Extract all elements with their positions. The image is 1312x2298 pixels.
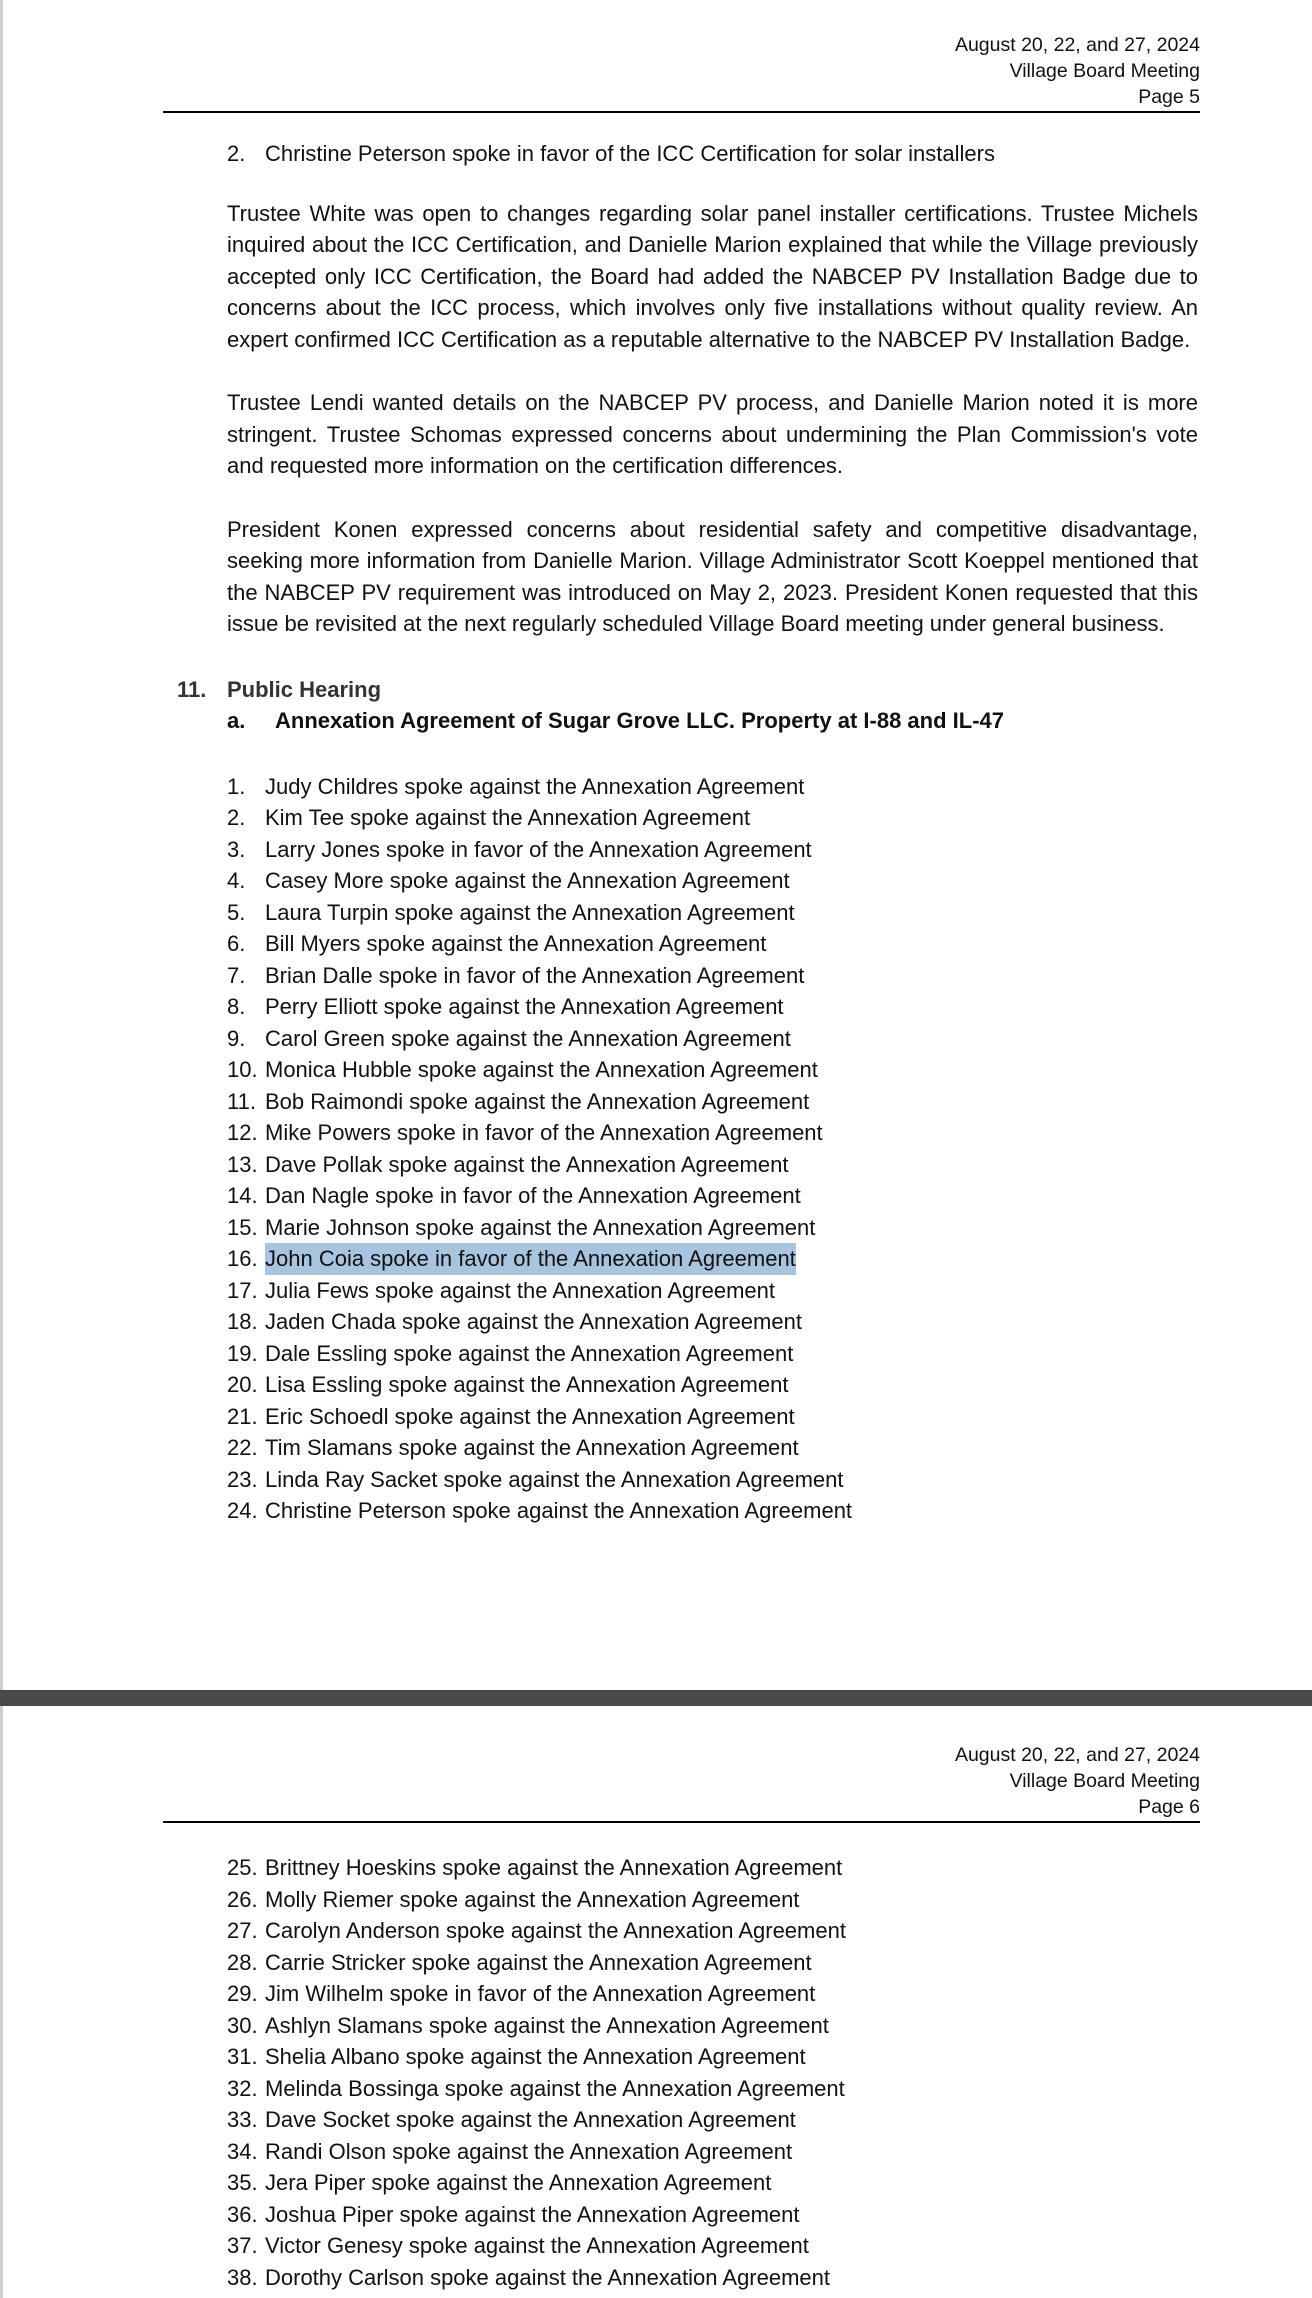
subsection-heading	[227, 705, 1312, 737]
list-item-text[interactable]: John Coia spoke in favor of the Annexation Agreement	[265, 1243, 796, 1275]
speaker-list-item[interactable]	[227, 1212, 1312, 1244]
speaker-list-item[interactable]	[227, 1495, 1312, 1527]
list-item-text[interactable]: Carol Green spoke against the Annexation Agreement	[265, 1025, 791, 1051]
speaker-list-item[interactable]	[227, 1275, 1312, 1307]
speaker-list-item[interactable]	[227, 1306, 1312, 1338]
list-item-number: 3.	[227, 836, 246, 862]
list-item-number: 4.	[227, 868, 246, 893]
paragraph[interactable]: Trustee Lendi wanted details on the NABCEP PV process, and Danielle Marion noted it is more stringent. Trustee Schomas expressed concerns about undermining the Plan Commission's vote and requested more information on the certification differences.	[227, 390, 1198, 478]
list-item-text[interactable]: Linda Ray Sacket spoke against the Annexation Agreement	[265, 1466, 844, 1492]
list-item-number: 20.	[227, 1372, 258, 1397]
list-item-number: 36.	[227, 2201, 258, 2227]
list-item-number: 26.	[227, 1886, 258, 1912]
document-page-6	[0, 1706, 1312, 2298]
list-item-text[interactable]: Molly Riemer spoke against the Annexation Agreement	[265, 1886, 800, 1912]
speaker-list-item[interactable]	[227, 2167, 1312, 2199]
list-item-text[interactable]: Jera Piper spoke against the Annexation Agreement	[265, 2170, 772, 2195]
speaker-list-item[interactable]	[227, 834, 1312, 866]
speaker-list-item[interactable]	[227, 1947, 1312, 1979]
speaker-list	[3, 771, 1312, 1527]
speaker-list-item[interactable]	[227, 1432, 1312, 1464]
subsection-title: Annexation Agreement of Sugar Grove LLC. Property at I-88 and IL-47	[275, 708, 1004, 733]
list-item-text[interactable]: Larry Jones spoke in favor of the Annexation Agreement	[265, 836, 812, 862]
paragraph[interactable]: President Konen expressed concerns about residential safety and competitive disadvantage, seeking more information from Danielle Marion. Village Administrator Scott Koeppel mentioned that the NABCEP PV requirement was introduced on May 2, 2023. President Konen requested that this issue be revisited at the next regularly scheduled Village Board meeting under general business.	[227, 516, 1198, 636]
list-item-text[interactable]: Laura Turpin spoke against the Annexation Agreement	[265, 899, 795, 925]
speaker-list-item[interactable]	[227, 960, 1312, 992]
speaker-list-item[interactable]	[227, 1243, 1312, 1275]
list-item-text[interactable]: Lisa Essling spoke against the Annexation Agreement	[265, 1372, 789, 1397]
list-item-number: 15.	[227, 1214, 258, 1240]
list-item-text[interactable]: Tim Slamans spoke against the Annexation Agreement	[265, 1435, 799, 1460]
speaker-list-item[interactable]	[227, 1023, 1312, 1055]
speaker-list-item[interactable]	[227, 1054, 1312, 1086]
list-item-text[interactable]: Jim Wilhelm spoke in favor of the Annexation Agreement	[265, 1981, 816, 2006]
list-item-number: 18.	[227, 1309, 258, 1334]
speaker-list-item[interactable]	[227, 1401, 1312, 1433]
list-item-number: 19.	[227, 1340, 258, 1366]
speaker-list-item[interactable]	[227, 2230, 1312, 2262]
page-header	[163, 1742, 1200, 1823]
header-page-number: Page 6	[1138, 1796, 1200, 1818]
list-item-number: 27.	[227, 1918, 258, 1943]
speaker-list-item[interactable]	[227, 1117, 1312, 1149]
list-item-number: 33.	[227, 2107, 258, 2132]
speaker-list-item[interactable]	[227, 1149, 1312, 1181]
list-item-number: 9.	[227, 1025, 246, 1051]
speaker-list-item[interactable]	[227, 2073, 1312, 2105]
list-item-text[interactable]: Mike Powers spoke in favor of the Annexation Agreement	[265, 1120, 823, 1145]
list-item-text[interactable]: Julia Fews spoke against the Annexation Agreement	[265, 1277, 775, 1303]
list-item-number: 21.	[227, 1403, 258, 1429]
speaker-list-item[interactable]	[227, 2136, 1312, 2168]
speaker-list-item[interactable]	[227, 2262, 1312, 2294]
speaker-list-item[interactable]	[227, 928, 1312, 960]
speaker-list	[3, 1852, 1312, 2293]
list-item-number: 23.	[227, 1466, 258, 1492]
subsection-letter: a.	[227, 708, 246, 733]
list-item-number: 22.	[227, 1435, 258, 1460]
list-item-text[interactable]: Bill Myers spoke against the Annexation Agreement	[265, 931, 767, 956]
list-item-number: 16.	[227, 1246, 258, 1271]
header-page-number: Page 5	[1138, 86, 1200, 108]
list-item-text[interactable]: Dave Socket spoke against the Annexation Agreement	[265, 2107, 796, 2132]
speaker-list-item[interactable]	[227, 1369, 1312, 1401]
list-item-text[interactable]: Carolyn Anderson spoke against the Annexation Agreement	[265, 1918, 846, 1943]
list-item-number: 11.	[227, 1088, 256, 1114]
list-item-number: 6.	[227, 931, 246, 956]
list-item-text[interactable]: Randi Olson spoke against the Annexation Agreement	[265, 2138, 793, 2164]
speaker-list-item[interactable]	[227, 991, 1312, 1023]
list-item-text[interactable]: Brian Dalle spoke in favor of the Annexation Agreement	[265, 962, 805, 988]
list-item-number: 32.	[227, 2075, 258, 2101]
speaker-list-item[interactable]	[227, 1884, 1312, 1916]
list-item[interactable]	[227, 138, 1312, 170]
list-item-text[interactable]: Eric Schoedl spoke against the Annexation Agreement	[265, 1403, 795, 1429]
list-item-text[interactable]: Christine Peterson spoke in favor of the ICC Certification for solar installers	[265, 141, 995, 166]
list-item-number: 29.	[227, 1981, 258, 2006]
list-item-text[interactable]: Dale Essling spoke against the Annexation Agreement	[265, 1340, 794, 1366]
speaker-list-item[interactable]	[227, 2104, 1312, 2136]
list-item-number: 8.	[227, 994, 246, 1019]
list-item-text[interactable]: Christine Peterson spoke against the Annexation Agreement	[265, 1498, 853, 1523]
speaker-list-item[interactable]	[227, 2010, 1312, 2042]
list-item-number: 10.	[227, 1057, 258, 1082]
speaker-list-item[interactable]	[227, 1086, 1312, 1118]
list-item-text[interactable]: Joshua Piper spoke against the Annexation Agreement	[265, 2201, 800, 2227]
section-title: Public Hearing	[227, 676, 382, 702]
header-dates: August 20, 22, and 27, 2024	[954, 1744, 1200, 1766]
page-content	[3, 138, 1312, 1527]
speaker-list-item[interactable]	[227, 2199, 1312, 2231]
list-item-text[interactable]: Marie Johnson spoke against the Annexation Agreement	[265, 1214, 816, 1240]
list-item-text[interactable]: Dan Nagle spoke in favor of the Annexation Agreement	[265, 1183, 801, 1208]
speaker-list-item[interactable]	[227, 1978, 1312, 2010]
section-heading	[177, 674, 1312, 706]
list-item-text[interactable]: Kim Tee spoke against the Annexation Agreement	[265, 805, 751, 830]
speaker-list-item[interactable]	[227, 771, 1312, 803]
header-dates: August 20, 22, and 27, 2024	[954, 34, 1200, 56]
speaker-list-item[interactable]	[227, 1338, 1312, 1370]
speaker-list-item[interactable]	[227, 1915, 1312, 1947]
list-item-number: 17.	[227, 1277, 258, 1303]
list-item-text[interactable]: Casey More spoke against the Annexation Agreement	[265, 868, 790, 893]
list-item-number: 35.	[227, 2170, 258, 2195]
speaker-list-item[interactable]	[227, 1852, 1312, 1884]
list-item-text[interactable]: Victor Genesy spoke against the Annexation Agreement	[265, 2233, 809, 2258]
list-item-text[interactable]: Melinda Bossinga spoke against the Annexation Agreement	[265, 2075, 845, 2101]
speaker-list-item[interactable]	[227, 802, 1312, 834]
list-item-number: 5.	[227, 899, 246, 925]
list-item-text[interactable]: Jaden Chada spoke against the Annexation Agreement	[265, 1309, 802, 1334]
list-item-text[interactable]: Dave Pollak spoke against the Annexation Agreement	[265, 1151, 789, 1177]
list-item-text[interactable]: Brittney Hoeskins spoke against the Annexation Agreement	[265, 1855, 843, 1880]
page-content	[3, 1852, 1312, 2293]
header-meeting: Village Board Meeting	[1009, 60, 1200, 82]
header-meeting: Village Board Meeting	[1009, 1770, 1200, 1792]
list-item-number: 28.	[227, 1949, 258, 1975]
list-item-number: 30.	[227, 2012, 258, 2038]
speaker-list-item[interactable]	[227, 1180, 1312, 1212]
list-item-number: 1.	[227, 773, 246, 799]
speaker-list-item[interactable]	[227, 865, 1312, 897]
list-item-text[interactable]: Bob Raimondi spoke against the Annexation Agreement	[265, 1088, 810, 1114]
list-item-number: 12.	[227, 1120, 258, 1145]
speaker-list-item[interactable]	[227, 2041, 1312, 2073]
list-item-text[interactable]: Judy Childres spoke against the Annexation Agreement	[265, 773, 805, 799]
list-item-text[interactable]: Shelia Albano spoke against the Annexation Agreement	[265, 2044, 806, 2069]
list-item-text[interactable]: Ashlyn Slamans spoke against the Annexation Agreement	[265, 2012, 829, 2038]
list-item-number: 34.	[227, 2138, 258, 2164]
list-item-number: 14.	[227, 1183, 258, 1208]
list-item-number: 7.	[227, 962, 246, 988]
section-number: 11.	[177, 676, 207, 702]
list-item-number: 37.	[227, 2233, 258, 2258]
speaker-list-item[interactable]	[227, 897, 1312, 929]
list-item-text[interactable]: Carrie Stricker spoke against the Annexation Agreement	[265, 1949, 812, 1975]
list-item-number: 38.	[227, 2264, 258, 2290]
list-item-text[interactable]: Dorothy Carlson spoke against the Annexation Agreement	[265, 2264, 831, 2290]
list-item-number: 24.	[227, 1498, 258, 1523]
list-item-number: 2.	[227, 141, 246, 166]
list-item-number: 25.	[227, 1855, 258, 1880]
list-item-text[interactable]: Perry Elliott spoke against the Annexation Agreement	[265, 994, 784, 1019]
list-item-number: 2.	[227, 805, 246, 830]
list-item-number: 31.	[227, 2044, 258, 2069]
list-item-number: 13.	[227, 1151, 258, 1177]
paragraph[interactable]: Trustee White was open to changes regarding solar panel installer certifications. Trustee Michels inquired about the ICC Certification, and Danielle Marion explained that while the Village previously accepted only ICC Certification, the Board had added the NABCEP PV Installation Badge due to concerns about the ICC process, which involves only five installations without quality review. An expert confirmed ICC Certification as a reputable alternative to the NABCEP PV Installation Badge.	[227, 200, 1198, 352]
speaker-list-item[interactable]	[227, 1464, 1312, 1496]
page-header	[163, 32, 1200, 113]
list-item-text[interactable]: Monica Hubble spoke against the Annexation Agreement	[265, 1057, 818, 1082]
